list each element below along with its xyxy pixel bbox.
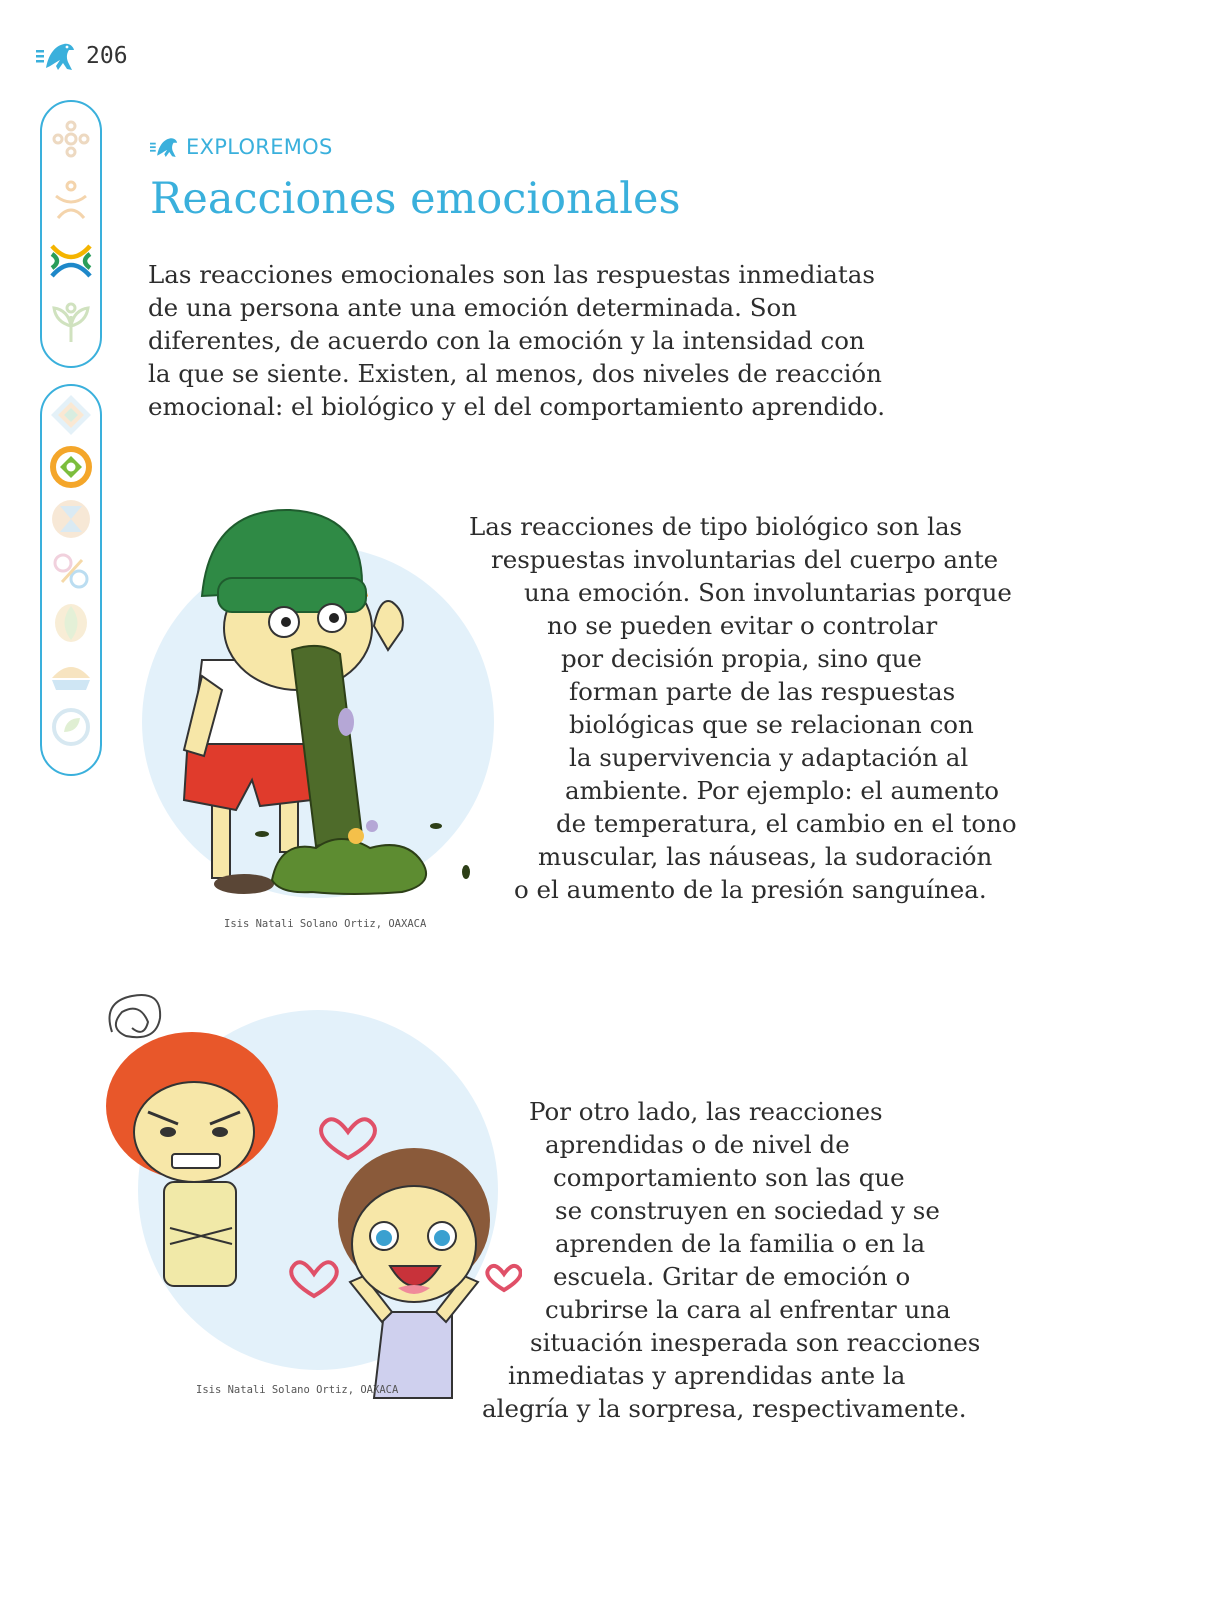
body-line: no se pueden evitar o controlar (547, 611, 938, 640)
body-line: biológicas que se relacionan con (569, 710, 974, 739)
body-line: inmediatas y aprendidas ante la (508, 1361, 906, 1390)
body-line: de temperatura, el cambio en el tono (556, 809, 1017, 838)
plant-icon[interactable] (48, 298, 94, 344)
body-line: Las reacciones de tipo biológico son las (469, 512, 963, 541)
illustration-learned-reaction (92, 982, 522, 1412)
body-line: respuestas involuntarias del cuerpo ante (491, 545, 999, 574)
page-title: Reacciones emocionales (150, 174, 681, 224)
leaf-icon[interactable] (48, 600, 94, 646)
body-line: escuela. Gritar de emoción o (553, 1262, 911, 1291)
body-line: aprendidas o de nivel de (545, 1130, 850, 1159)
body-line: comportamiento son las que (553, 1163, 905, 1192)
target-icon[interactable] (48, 444, 94, 490)
body-line: se construyen en sociedad y se (555, 1196, 940, 1225)
intro-line: emocional: el biológico y el del comportamiento aprendido. (148, 392, 885, 421)
landscape-icon[interactable] (48, 652, 94, 698)
page-number: 206 (86, 43, 128, 69)
flower-icon[interactable] (48, 116, 94, 162)
diamond-icon[interactable] (48, 392, 94, 438)
body-line: Por otro lado, las reacciones (529, 1097, 883, 1126)
crossed-curves-icon[interactable] (48, 238, 94, 284)
body-line: muscular, las náuseas, la sudoración (538, 842, 993, 871)
page-header (36, 38, 128, 74)
hourglass-icon[interactable] (48, 496, 94, 542)
circle-leaf-icon[interactable] (48, 704, 94, 750)
body-line: forman parte de las respuestas (569, 677, 956, 706)
body-line: por decisión propia, sino que (561, 644, 922, 673)
body-line: aprenden de la familia o en la (555, 1229, 926, 1258)
body-line: la supervivencia y adaptación al (569, 743, 969, 772)
illustration-credit: Isis Natali Solano Ortiz, OAXACA (224, 918, 427, 930)
section-header (150, 134, 333, 160)
intro-line: Las reacciones emocionales son las respuestas inmediatas (148, 260, 875, 289)
body-line: alegría y la sorpresa, respectivamente. (482, 1394, 967, 1423)
side-rail-bottom (40, 384, 102, 776)
body-line: una emoción. Son involuntarias porque (524, 578, 1012, 607)
bird-logo-icon (36, 38, 78, 74)
body-line: cubrirse la cara al enfrentar una (545, 1295, 951, 1324)
body-line: ambiente. Por ejemplo: el aumento (565, 776, 1000, 805)
figure-icon[interactable] (48, 178, 94, 224)
intro-line: la que se siente. Existen, al menos, dos niveles de reacción (148, 359, 882, 388)
intro-line: diferentes, de acuerdo con la emoción y la intensidad con (148, 326, 865, 355)
link-icon[interactable] (48, 548, 94, 594)
intro-line: de una persona ante una emoción determinada. Son (148, 293, 798, 322)
section-bird-icon (150, 134, 180, 160)
illustration-biological-reaction (140, 500, 500, 910)
illustration-credit: Isis Natali Solano Ortiz, OAXACA (196, 1384, 399, 1396)
body-line: o el aumento de la presión sanguínea. (514, 875, 987, 904)
section-label: EXPLOREMOS (186, 135, 333, 159)
body-line: situación inesperada son reacciones (530, 1328, 981, 1357)
side-rail-top (40, 100, 102, 368)
